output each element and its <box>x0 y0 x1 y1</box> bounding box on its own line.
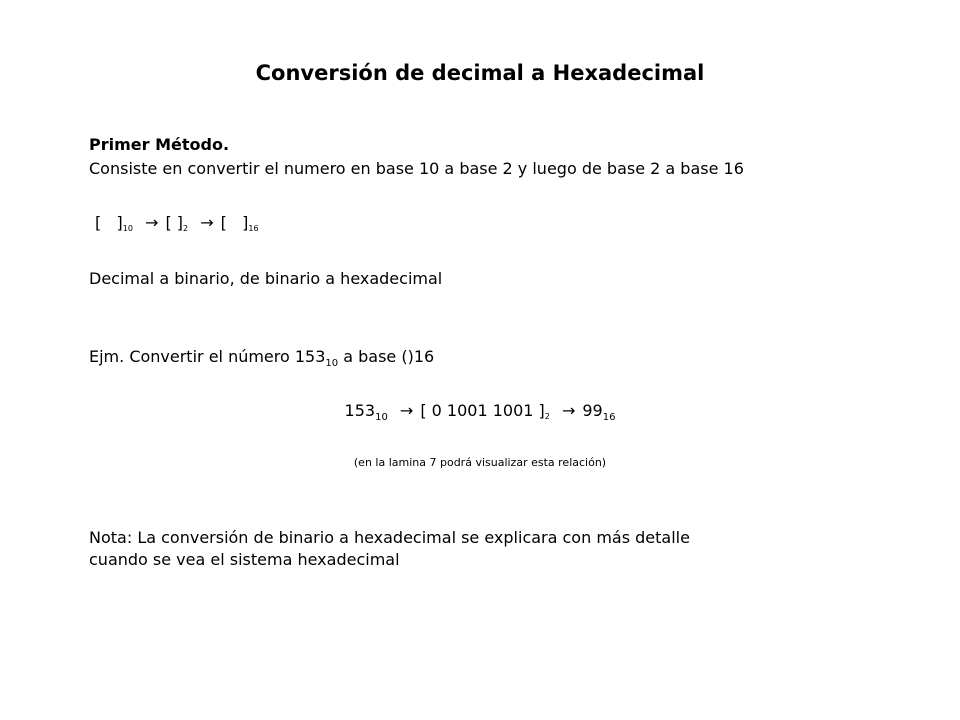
scheme-binary-box: [ ] <box>165 213 184 232</box>
example-value: 153 <box>344 401 376 420</box>
example-value-base: 10 <box>375 412 388 423</box>
example-prefix-base: 10 <box>325 358 339 369</box>
page-title: Conversión de decimal a Hexadecimal <box>255 61 705 85</box>
scheme-hex-base: 16 <box>248 224 259 233</box>
method-description: Consiste en convertir el numero en base 10 a base 2 y luego de base 2 a base 16 <box>89 159 744 178</box>
example-result: 99 <box>582 401 603 420</box>
summary-text: Decimal a binario, de binario a hexadecimal <box>89 269 443 288</box>
example-statement <box>89 346 434 368</box>
footnote-line-2: cuando se vea el sistema hexadecimal <box>89 550 400 569</box>
example-prefix: Ejm. Convertir el número 153 <box>89 347 326 366</box>
example-suffix: a base ()16 <box>338 347 435 366</box>
arrow-right-icon: → <box>145 213 159 232</box>
example-conversion <box>0 400 960 422</box>
scheme-decimal-box: [ ] <box>95 213 123 232</box>
example-binary-base: 2 <box>544 412 550 421</box>
method-heading: Primer Método. <box>89 135 230 154</box>
conversion-scheme <box>95 212 259 234</box>
footnote-line-1: Nota: La conversión de binario a hexadecimal se explicara con más detalle <box>89 528 690 547</box>
scheme-binary-base: 2 <box>183 224 189 233</box>
lamina-note: (en la lamina 7 podrá visualizar esta relación) <box>353 456 607 469</box>
arrow-right-icon: → <box>561 401 576 420</box>
arrow-right-icon: → <box>399 401 414 420</box>
arrow-right-icon: → <box>200 213 214 232</box>
example-result-base: 16 <box>602 412 616 423</box>
scheme-hex-box: [ ] <box>220 213 249 232</box>
scheme-decimal-base: 10 <box>122 224 133 233</box>
example-binary: [ 0 1001 1001 ] <box>420 401 545 420</box>
